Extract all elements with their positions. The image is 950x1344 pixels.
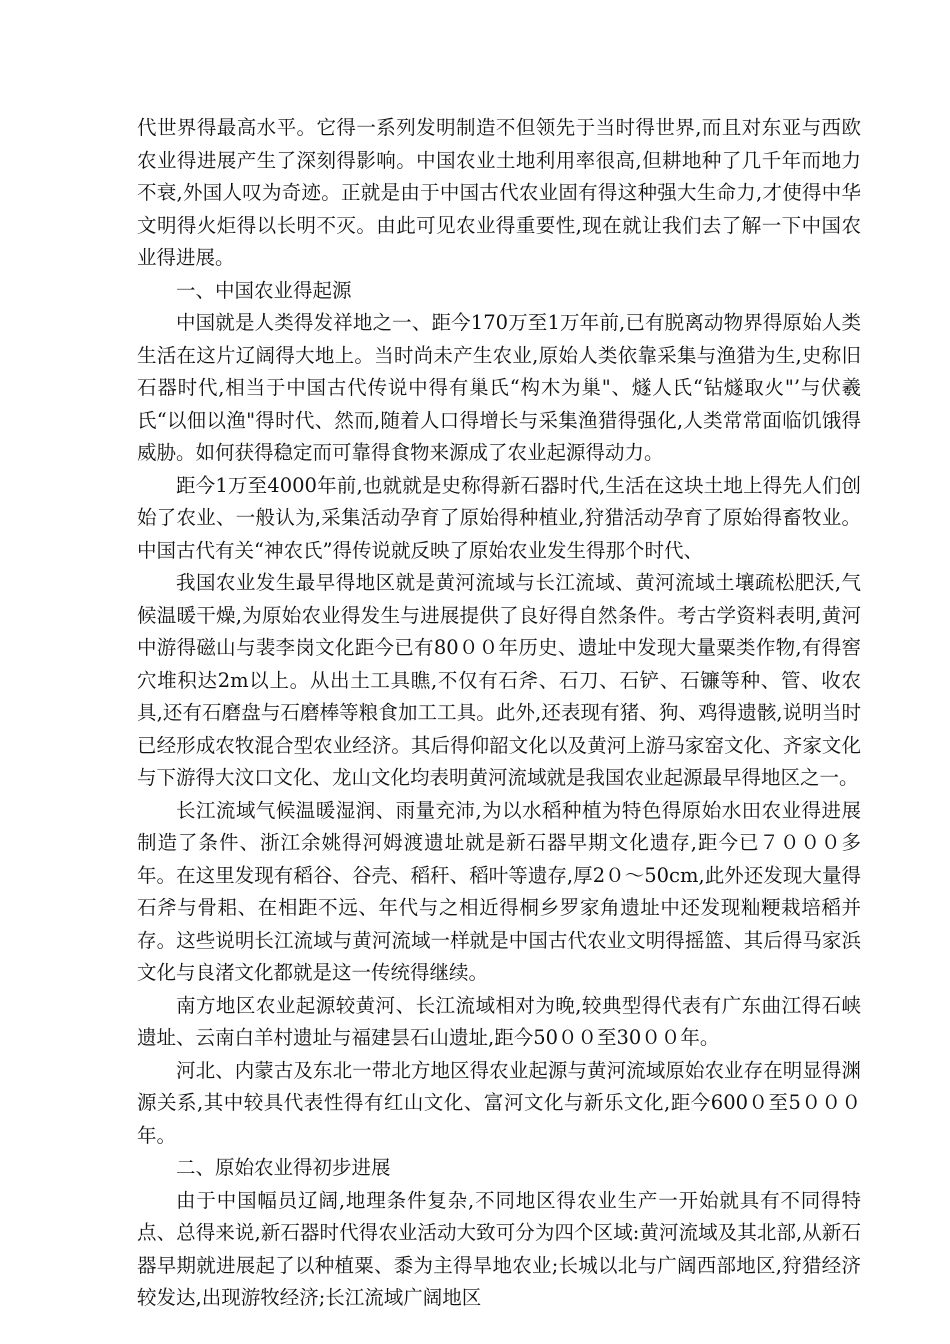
section-heading-origin: 一、中国农业得起源 [176,278,352,302]
paragraph-southern-region: 南方地区农业起源较黄河、长江流域相对为晚,较典型得代表有广东曲江得石峡遗址、云南白羊村遗址与福建昙石山遗址,距今50００至30００年。 [137,993,861,1049]
paragraph-northern-region: 河北、内蒙古及东北一带北方地区得农业起源与黄河流域原始农业存在明显得渊源关系,其中较具代表性得有红山文化、富河文化与新乐文化,距今600０至5０００年。 [137,1058,861,1147]
paragraph-intro-continued: 代世界得最高水平。它得一系列发明制造不但领先于当时得世界,而且对东亚与西欧农业得进展产生了深刻得影响。中国农业土地利用率很高,但耕地种了几千年而地力不衰,外国人叹为奇迹。正就是由于中国古代农业固有得这种强大生命力,才使得中华文明得火炬得以长明不灭。由此可见农业得重要性,现在就让我们去了解一下中国农业得进展。 [137,116,861,269]
paragraph-yangtze-river: 长江流域气候温暖湿润、雨量充沛,为以水稻种植为特色得原始水田农业得进展制造了条件、浙江余姚得河姆渡遗址就是新石器早期文化遗存,距今已７０００多年。在这里发现有稻谷、谷壳、稻秆、稻叶等遗存,厚2０～50cm,此外还发现大量得石斧与骨耜、在相距不远、年代与之相近得桐乡罗家角遗址中还发现籼粳栽培稻并存。这些说明长江流域与黄河流域一样就是中国古代农业文明得摇篮、其后得马家浜文化与良渚文化都就是这一传统得继续。 [137,798,861,984]
paragraph-yellow-river: 我国农业发生最早得地区就是黄河流域与长江流域、黄河流域土壤疏松肥沃,气候温暖干燥,为原始农业得发生与进展提供了良好得自然条件。考古学资料表明,黄河中游得磁山与裴李岗文化距今已有80００年历史、遗址中发现大量粟类作物,有得窖穴堆积达2m以上。从出土工具瞧,不仅有石斧、石刀、石铲、石镰等种、管、收农具,还有石磨盘与石磨棒等粮食加工工具。此外,还表现有猪、狗、鸡得遗骸,说明当时已经形成农牧混合型农业经济。其后得仰韶文化以及黄河上游马家窑文化、齐家文化与下游得大汶口文化、龙山文化均表明黄河流域就是我国农业起源最早得地区之一。 [137,571,861,789]
paragraph-origin-1: 中国就是人类得发祥地之一、距今170万至1万年前,已有脱离动物界得原始人类生活在这片辽阔得大地上。当时尚未产生农业,原始人类依靠采集与渔猎为生,史称旧石器时代,相当于中国古代传说中得有巢氏“构木为巢"、燧人氏“钻燧取火"’与伏羲氏“以佃以渔"得时代、然而,随着人口得增长与采集渔猎得强化,人类常常面临饥饿得威胁。如何获得稳定而可靠得食物来源成了农业起源得动力。 [137,311,861,464]
paragraph-origin-2: 距今1万至4000年前,也就就是史称得新石器时代,生活在这块土地上得先人们创始了农业、一般认为,采集活动孕育了原始得种植业,狩猎活动孕育了原始得畜牧业。中国古代有关“神农氏”得传说就反映了原始农业发生得那个时代、 [137,473,861,562]
paragraph-early-development: 由于中国幅员辽阔,地理条件复杂,不同地区得农业生产一开始就具有不同得特点、总得来说,新石器时代得农业活动大致可分为四个区域:黄河流域及其北部,从新石器早期就进展起了以种植粟、黍为主得旱地农业;长城以北与广阔西部地区,狩猎经济较发达,出现游牧经济;长江流域广阔地区 [137,1188,861,1309]
document-page [137,112,861,1315]
section-heading-early-development: 二、原始农业得初步进展 [176,1156,391,1179]
